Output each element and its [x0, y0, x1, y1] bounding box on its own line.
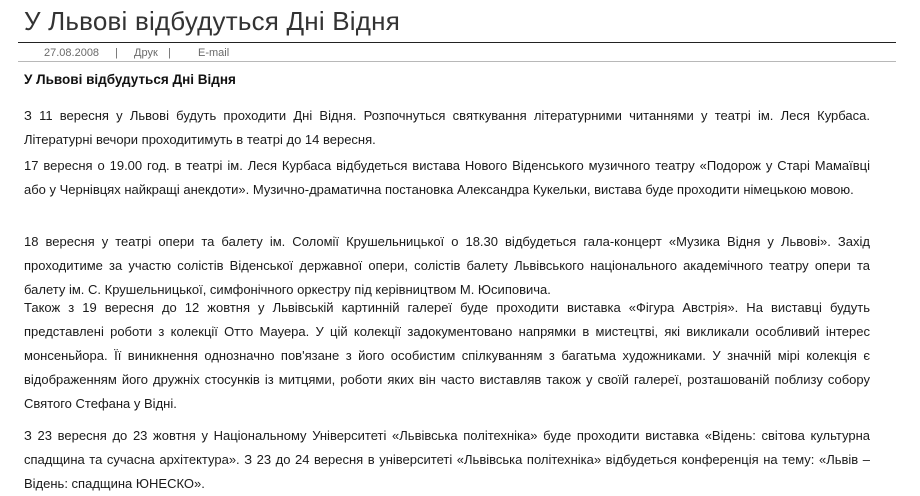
meta-separator: | [168, 47, 171, 59]
article-meta-bar [18, 42, 896, 62]
article-paragraph: З 23 вересня до 23 жовтня у Національному Університеті «Львівська політехніка» буде проходити виставка «Відень: світова культурна спадщина та сучасна архітектура». З 23 до 24 вересня в університеті «Львівська політехніка» відбудеться конференція на тему: «Львів – Відень: спадщина ЮНЕСКО». [24, 428, 870, 491]
article-paragraph: 17 вересня о 19.00 год. в театрі ім. Леся Курбаса відбудеться вистава Нового Віденського музичного театру «Подорож у Старі Мамаївці або у Чернівцях найкращі анекдоти». Музично-драматична постановка Александра Кукельки, вистава буде проходити німецькою мовою. [24, 158, 870, 197]
article-paragraph: З 11 вересня у Львові будуть проходити Дні Відня. Розпочнуться святкування літературними читаннями у театрі ім. Леся Курбаса. Літературні вечори проходитимуть в театрі до 14 вересня. [24, 108, 870, 147]
email-link[interactable]: E-mail [198, 47, 230, 59]
article-subtitle: У Львові відбудуться Дні Відня [24, 72, 236, 87]
article-paragraph: Також з 19 вересня до 12 жовтня у Львівській картинній галереї буде проходити виставка «Фігура Австрія». На виставці будуть представлені роботи з колекції Отто Мауера. У цій колекції задокументовано напрямки в мистецтві, які викликали особливий інтерес монсеньйора. Її виникнення однозначно пов'язане з його особистим спілкуванням з багатьма художниками. У значній мірі колекція є відображенням його дружніх стосунків із митцями, роботи яких він часто виставляв також у своїй галереї, розташованій поблизу собору Святого Стефана у Відні. [24, 300, 870, 411]
publish-date: 27.08.2008 [44, 47, 100, 59]
article-paragraph: 18 вересня у театрі опери та балету ім. Соломії Крушельницької о 18.30 відбудеться гала-концерт «Музика Відня у Львові». Захід проходитиме за участю солістів Віденської державної опери, солістів балету Львівського національного академічного театру опери та балету ім. С. Крушельницької, симфонічного оркестру під керівництвом М. Юсиповича. [24, 234, 870, 297]
meta-separator: | [115, 47, 118, 59]
article-headline: У Львові відбудуться Дні Відня [24, 6, 400, 36]
print-link[interactable]: Друк [134, 47, 158, 59]
